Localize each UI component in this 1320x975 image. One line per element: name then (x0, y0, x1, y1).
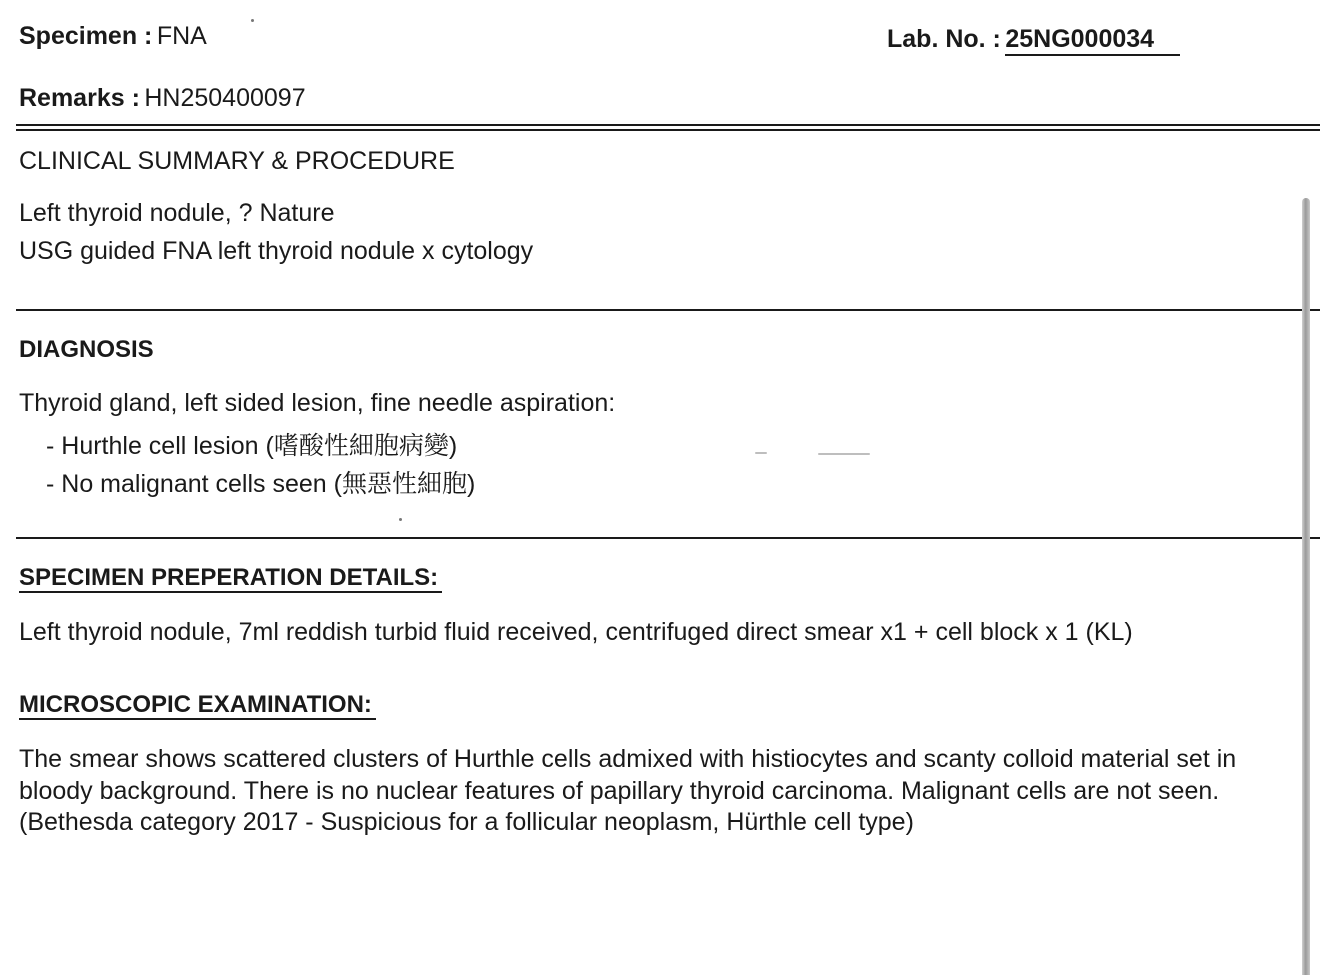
section-rule-2 (16, 537, 1320, 539)
specimen-value: FNA (156, 22, 207, 50)
microscopic-line-2: bloody background. There is no nuclear features of papillary thyroid carcinoma. Malignant cells are not seen. (19, 777, 1220, 805)
lab-no-label: Lab. No. : (887, 25, 1001, 53)
preparation-heading (19, 563, 442, 593)
microscopic-heading (19, 690, 376, 720)
remarks-label: Remarks : (19, 84, 140, 112)
diagnosis-item-1: - Hurthle cell lesion (嗜酸性細胞病變) (46, 432, 458, 460)
lab-no-value: 25NG000034 (1005, 24, 1180, 56)
scan-speck (251, 19, 254, 22)
microscopic-line-3: (Bethesda category 2017 - Suspicious for a follicular neoplasm, Hürthle cell type) (19, 808, 914, 836)
scan-speck (399, 518, 402, 521)
header-double-rule (16, 124, 1320, 131)
lab-no-field (887, 24, 1180, 56)
microscopic-line-1: The smear shows scattered clusters of Hurthle cells admixed with histiocytes and scanty colloid material set in (19, 745, 1237, 773)
section-rule-1 (16, 309, 1320, 311)
microscopic-heading-text: MICROSCOPIC EXAMINATION: (19, 691, 376, 720)
clinical-line-1: Left thyroid nodule, ? Nature (19, 199, 335, 227)
specimen-field (19, 22, 207, 51)
remarks-value: HN250400097 (144, 84, 306, 112)
scan-streak (818, 453, 870, 455)
clinical-heading: CLINICAL SUMMARY & PROCEDURE (19, 147, 455, 175)
preparation-text: Left thyroid nodule, 7ml reddish turbid fluid received, centrifuged direct smear x1 + cell block x 1 (KL) (19, 618, 1133, 646)
diagnosis-intro: Thyroid gland, left sided lesion, fine needle aspiration: (19, 389, 616, 417)
page-edge-shadow (1302, 198, 1310, 975)
clinical-line-2: USG guided FNA left thyroid nodule x cytology (19, 237, 534, 265)
specimen-label: Specimen : (19, 22, 153, 50)
remarks-field (19, 84, 306, 113)
diagnosis-heading: DIAGNOSIS (19, 336, 154, 363)
scan-streak (755, 452, 767, 454)
diagnosis-item-2: - No malignant cells seen (無惡性細胞) (46, 470, 476, 498)
preparation-heading-text: SPECIMEN PREPERATION DETAILS: (19, 564, 442, 593)
